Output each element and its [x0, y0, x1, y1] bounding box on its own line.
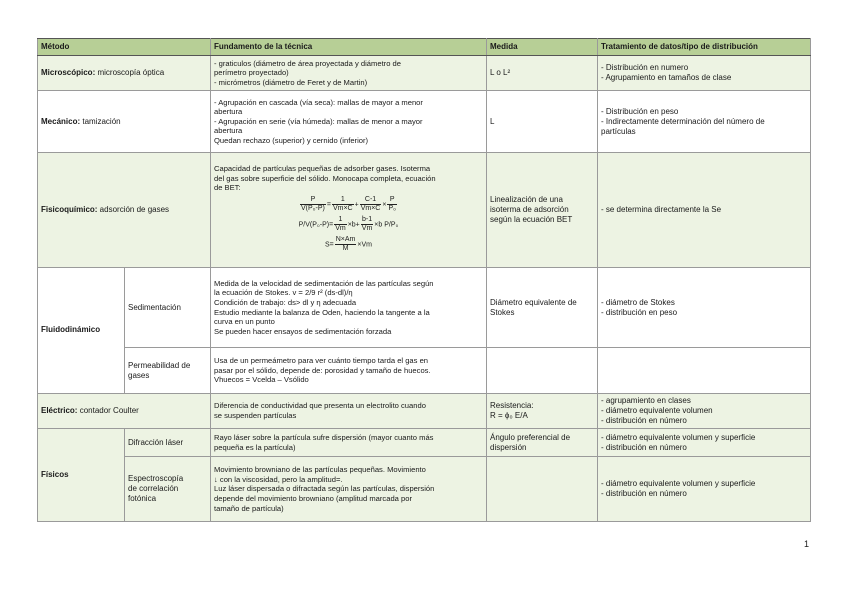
sub-sedimentacion: Sedimentación	[125, 267, 211, 348]
row-fisicoquimico	[38, 152, 811, 267]
medida-fisicoquimico: Linealización de una isoterma de adsorción según la ecuación BET	[487, 152, 598, 267]
row-permeabilidad	[38, 348, 811, 393]
header-metodo: Método	[38, 39, 211, 56]
method-mecanico: Mecánico: tamización	[38, 91, 211, 153]
tratamiento-sedimentacion: - diámetro de Stokes - distribución en peso	[598, 267, 811, 348]
medida-permeabilidad	[487, 348, 598, 393]
method-fluidodinamico: Fluidodinámico	[38, 267, 125, 393]
tratamiento-espectroscopia: - diámetro equivalente volumen y superficie - distribución en número	[598, 457, 811, 522]
medida-microscopico: L o L²	[487, 56, 598, 91]
medida-mecanico: L	[487, 91, 598, 153]
bet-equation-1: $\frac{P}{\text{V(P₀-P)}}$ = $\frac{1}{Vm\times C}$ + $\frac{C-1}{Vm\times C}$ × $\frac{P}{\text{P₀}}$	[300, 195, 397, 212]
tratamiento-mecanico: - Distribución en peso - Indirectamente determinación del número de partículas	[598, 91, 811, 153]
fundamento-sedimentacion: Medida de la velocidad de sedimentación de las partículas según la ecuación de Stokes. v = 2/9 r² (ds-dl)/η Condición de trabajo: ds> dl y η adecuada Estudio mediante la balanza de Oden, haciendo la tangente a la curva en un punto Se pueden hacer ensayos de sedimentación forzada	[211, 267, 487, 348]
header-row	[38, 39, 811, 56]
sub-permeabilidad: Permeabilidad de gases	[125, 348, 211, 393]
tratamiento-electrico: - agrupamiento en clases - diámetro equivalente volumen - distribución en número	[598, 393, 811, 428]
medida-sedimentacion: Diámetro equivalente de Stokes	[487, 267, 598, 348]
row-mecanico	[38, 91, 811, 153]
tratamiento-permeabilidad	[598, 348, 811, 393]
fundamento-microscopico: - graticulos (diámetro de área proyectada y diámetro de perímetro proyectado) - micrómetros (diámetro de Feret y de Martin)	[211, 56, 487, 91]
techniques-table	[37, 38, 811, 522]
row-sedimentacion	[38, 267, 811, 348]
header-tratamiento: Tratamiento de datos/tipo de distribución	[598, 39, 811, 56]
fundamento-mecanico: - Agrupación en cascada (vía seca): mallas de mayor a menor abertura - Agrupación en serie (vía húmeda): mallas de menor a mayor abertura Quedan rechazo (superior) y cernido (inferior)	[211, 91, 487, 153]
page-number: 1	[804, 539, 810, 549]
medida-difraccion: Ángulo preferencial de dispersión	[487, 429, 598, 457]
sub-espectroscopia: Espectroscopía de correlación fotónica	[125, 457, 211, 522]
bet-equation-3: S= $\frac{N\times Am}{M}$ ×Vm	[324, 235, 372, 252]
method-fisicoquimico: Fisicoquímico: adsorción de gases	[38, 152, 211, 267]
fundamento-electrico: Diferencia de conductividad que presenta un electrolito cuando se suspenden partículas	[211, 393, 487, 428]
row-microscopico	[38, 56, 811, 91]
row-difraccion	[38, 429, 811, 457]
header-fundamento: Fundamento de la técnica	[211, 39, 487, 56]
medida-electrico: Resistencia: R = ϕ₀ E/A	[487, 393, 598, 428]
tratamiento-difraccion: - diámetro equivalente volumen y superficie - distribución en número	[598, 429, 811, 457]
method-microscopico: Microscópico: microscopía óptica	[38, 56, 211, 91]
tratamiento-microscopico: - Distribución en numero - Agrupamiento en tamaños de clase	[598, 56, 811, 91]
medida-espectroscopia	[487, 457, 598, 522]
bet-equation-2: P/V(P₀-P)= $\frac{1}{Vm}$ ×b+ $\frac{b-1}{Vm}$ ×b P/P₀	[298, 215, 399, 232]
bet-equations	[214, 196, 483, 253]
fundamento-difraccion: Rayo láser sobre la partícula sufre dispersión (mayor cuanto más pequeña es la partícula)	[211, 429, 487, 457]
method-fisicos: Físicos	[38, 429, 125, 522]
row-electrico	[38, 393, 811, 428]
fundamento-fisicoquimico: Capacidad de partículas pequeñas de adsorber gases. Isoterma del gas sobre superficie del sólido. Monocapa completa, ecuación de BET: $\frac{P}{\text{V(P₀-P)}}$ = $\frac{1}{Vm\times C}$ + $\frac{C-1}{Vm\times C}$ × $\frac{P}{\text{P₀}}$ P/V(P₀-P)= $\frac{1}{Vm}$ ×b+ $\frac{b-1}{Vm}$ ×b P/P₀ S= $\frac{N\times Am}{M}$ ×Vm	[211, 152, 487, 267]
fundamento-permeabilidad: Usa de un permeámetro para ver cuánto tiempo tarda el gas en pasar por el sólido, depende de: porosidad y tamaño de huecos. Vhuecos = Vcelda – Vsólido	[211, 348, 487, 393]
sub-difraccion: Difracción láser	[125, 429, 211, 457]
fundamento-espectroscopia: Movimiento browniano de las partículas pequeñas. Movimiento ↓ con la viscosidad, pero la amplitud=. Luz láser dispersada o difractada según las partículas, dispersión depende del movimiento browniano (amplitud marcada por tamaño de partícula)	[211, 457, 487, 522]
tratamiento-fisicoquimico: - se determina directamente la Se	[598, 152, 811, 267]
row-espectroscopia	[38, 457, 811, 522]
header-medida: Medida	[487, 39, 598, 56]
method-electrico: Eléctrico: contador Coulter	[38, 393, 211, 428]
